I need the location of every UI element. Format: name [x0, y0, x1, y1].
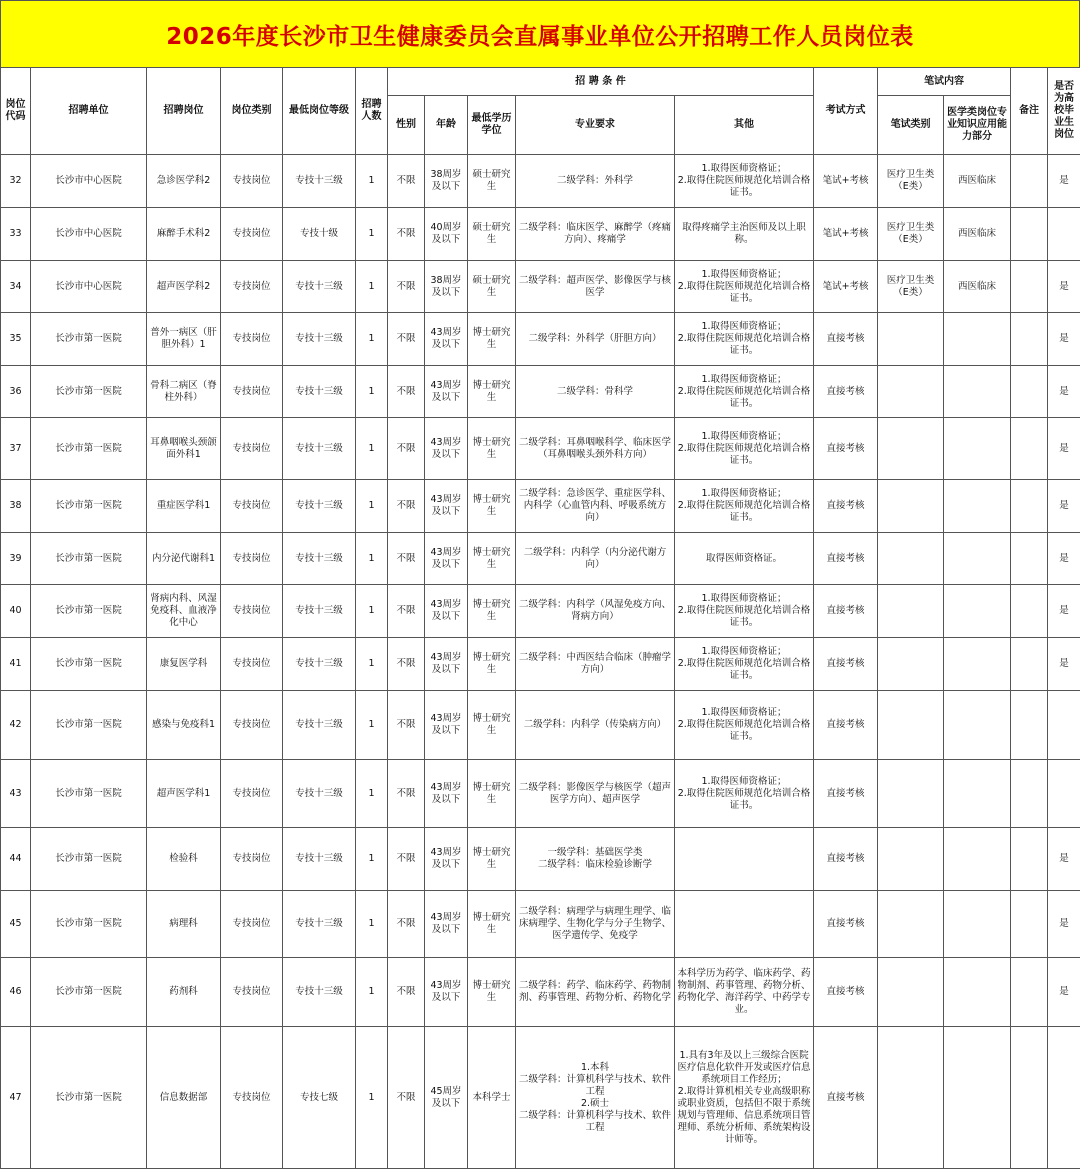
cell-major: 一级学科：基础医学类 二级学科：临床检验诊断学 — [516, 828, 675, 891]
cell-major: 二级学科：超声医学、影像医学与核医学 — [516, 261, 675, 313]
cell-exam-method: 直接考核 — [814, 366, 878, 418]
cell-count: 1 — [356, 828, 388, 891]
cell-level: 专技十三级 — [283, 261, 356, 313]
cell-category: 专技岗位 — [221, 533, 283, 585]
cell-graduate: 是 — [1048, 155, 1080, 208]
cell-other: 1.取得医师资格证； 2.取得住院医师规范化培训合格证书。 — [675, 480, 814, 533]
cell-exam-method: 笔试+考核 — [814, 155, 878, 208]
cell-count: 1 — [356, 958, 388, 1027]
cell-code: 43 — [1, 760, 31, 828]
cell-gender: 不限 — [388, 958, 425, 1027]
cell-medical-part: 西医临床 — [944, 155, 1011, 208]
cell-exam-method: 笔试+考核 — [814, 208, 878, 261]
cell-other: 1.取得医师资格证； 2.取得住院医师规范化培训合格证书。 — [675, 261, 814, 313]
cell-major: 二级学科：骨科学 — [516, 366, 675, 418]
cell-gender: 不限 — [388, 760, 425, 828]
cell-age: 40周岁及以下 — [425, 208, 468, 261]
cell-category: 专技岗位 — [221, 155, 283, 208]
cell-level: 专技十三级 — [283, 418, 356, 480]
cell-gender: 不限 — [388, 638, 425, 691]
col-category: 岗位类别 — [221, 68, 283, 155]
cell-count: 1 — [356, 891, 388, 958]
cell-major: 二级学科：影像医学与核医学（超声医学方向）、超声医学 — [516, 760, 675, 828]
table-row — [1, 533, 1080, 585]
cell-edu: 博士研究生 — [468, 760, 516, 828]
cell-level: 专技十级 — [283, 208, 356, 261]
cell-code: 39 — [1, 533, 31, 585]
cell-unit: 长沙市第一医院 — [31, 585, 147, 638]
col-gender: 性别 — [388, 96, 425, 155]
cell-major: 二级学科：临床医学、麻醉学（疼痛方向）、疼痛学 — [516, 208, 675, 261]
cell-unit: 长沙市中心医院 — [31, 261, 147, 313]
cell-code: 38 — [1, 480, 31, 533]
cell-note — [1011, 638, 1048, 691]
cell-gender: 不限 — [388, 261, 425, 313]
cell-code: 35 — [1, 313, 31, 366]
header-row-1 — [1, 68, 1080, 96]
cell-note — [1011, 585, 1048, 638]
cell-level: 专技十三级 — [283, 891, 356, 958]
cell-edu: 博士研究生 — [468, 638, 516, 691]
cell-age: 38周岁及以下 — [425, 261, 468, 313]
cell-unit: 长沙市第一医院 — [31, 891, 147, 958]
cell-graduate: 是 — [1048, 891, 1080, 958]
cell-unit: 长沙市第一医院 — [31, 533, 147, 585]
cell-graduate — [1048, 760, 1080, 828]
table-row — [1, 261, 1080, 313]
cell-major: 二级学科：外科学 — [516, 155, 675, 208]
col-exam-method: 考试方式 — [814, 68, 878, 155]
table-row — [1, 828, 1080, 891]
table-row — [1, 313, 1080, 366]
cell-position: 信息数据部 — [147, 1027, 221, 1169]
cell-category: 专技岗位 — [221, 1027, 283, 1169]
cell-written-type: 医疗卫生类（E类） — [878, 261, 944, 313]
cell-level: 专技十三级 — [283, 366, 356, 418]
cell-written-type: 医疗卫生类（E类） — [878, 208, 944, 261]
cell-category: 专技岗位 — [221, 480, 283, 533]
col-graduate: 是否为高校毕业生岗位 — [1048, 68, 1080, 155]
cell-age: 43周岁及以下 — [425, 313, 468, 366]
cell-graduate: 是 — [1048, 366, 1080, 418]
cell-category: 专技岗位 — [221, 958, 283, 1027]
cell-edu: 博士研究生 — [468, 891, 516, 958]
cell-age: 43周岁及以下 — [425, 533, 468, 585]
cell-written-type — [878, 958, 944, 1027]
col-position: 招聘岗位 — [147, 68, 221, 155]
cell-code: 37 — [1, 418, 31, 480]
cell-level: 专技十三级 — [283, 638, 356, 691]
cell-code: 36 — [1, 366, 31, 418]
cell-position: 感染与免疫科1 — [147, 691, 221, 760]
cell-count: 1 — [356, 366, 388, 418]
cell-exam-method: 直接考核 — [814, 1027, 878, 1169]
cell-written-type — [878, 891, 944, 958]
table-row — [1, 891, 1080, 958]
cell-level: 专技十三级 — [283, 533, 356, 585]
col-major: 专业要求 — [516, 96, 675, 155]
cell-graduate — [1048, 208, 1080, 261]
cell-edu: 博士研究生 — [468, 480, 516, 533]
cell-level: 专技七级 — [283, 1027, 356, 1169]
cell-count: 1 — [356, 760, 388, 828]
cell-position: 超声医学科2 — [147, 261, 221, 313]
cell-position: 肾病内科、风湿免疫科、血液净化中心 — [147, 585, 221, 638]
cell-major: 二级学科：内科学（风湿免疫方向、肾病方向） — [516, 585, 675, 638]
cell-category: 专技岗位 — [221, 261, 283, 313]
cell-edu: 硕士研究生 — [468, 208, 516, 261]
cell-position: 检验科 — [147, 828, 221, 891]
cell-exam-method: 笔试+考核 — [814, 261, 878, 313]
cell-written-type — [878, 1027, 944, 1169]
cell-position: 重症医学科1 — [147, 480, 221, 533]
cell-gender: 不限 — [388, 891, 425, 958]
cell-gender: 不限 — [388, 691, 425, 760]
cell-edu: 硕士研究生 — [468, 261, 516, 313]
cell-position: 康复医学科 — [147, 638, 221, 691]
cell-unit: 长沙市第一医院 — [31, 958, 147, 1027]
col-code: 岗位代码 — [1, 68, 31, 155]
cell-age: 38周岁及以下 — [425, 155, 468, 208]
cell-gender: 不限 — [388, 418, 425, 480]
table-row — [1, 691, 1080, 760]
cell-position: 普外一病区（肝胆外科）1 — [147, 313, 221, 366]
cell-code: 32 — [1, 155, 31, 208]
cell-unit: 长沙市第一医院 — [31, 638, 147, 691]
cell-gender: 不限 — [388, 1027, 425, 1169]
cell-level: 专技十三级 — [283, 480, 356, 533]
table-body — [1, 155, 1080, 1169]
cell-gender: 不限 — [388, 155, 425, 208]
cell-medical-part — [944, 760, 1011, 828]
cell-note — [1011, 261, 1048, 313]
cell-edu: 博士研究生 — [468, 691, 516, 760]
cell-other: 1.具有3年及以上三级综合医院医疗信息化软件开发或医疗信息系统项目工作经历； 2.取得计算机相关专业高级职称或职业资质，包括但不限于系统规划与管理师、信息系统项目管理师、系统分析师、系统架构设计师等。 — [675, 1027, 814, 1169]
cell-exam-method: 直接考核 — [814, 585, 878, 638]
cell-unit: 长沙市第一医院 — [31, 313, 147, 366]
cell-category: 专技岗位 — [221, 638, 283, 691]
cell-code: 33 — [1, 208, 31, 261]
cell-edu: 博士研究生 — [468, 585, 516, 638]
cell-major: 二级学科：病理学与病理生理学、临床病理学、生物化学与分子生物学、医学遗传学、免疫学 — [516, 891, 675, 958]
cell-count: 1 — [356, 418, 388, 480]
cell-category: 专技岗位 — [221, 366, 283, 418]
cell-medical-part — [944, 691, 1011, 760]
cell-level: 专技十三级 — [283, 958, 356, 1027]
cell-other: 1.取得医师资格证； 2.取得住院医师规范化培训合格证书。 — [675, 418, 814, 480]
cell-age: 43周岁及以下 — [425, 585, 468, 638]
cell-position: 麻醉手术科2 — [147, 208, 221, 261]
cell-written-type — [878, 533, 944, 585]
cell-level: 专技十三级 — [283, 313, 356, 366]
cell-code: 34 — [1, 261, 31, 313]
cell-major: 二级学科：药学、临床药学、药物制剂、药事管理、药物分析、药物化学 — [516, 958, 675, 1027]
cell-graduate: 是 — [1048, 533, 1080, 585]
cell-note — [1011, 533, 1048, 585]
cell-age: 43周岁及以下 — [425, 760, 468, 828]
cell-age: 43周岁及以下 — [425, 691, 468, 760]
col-written-type: 笔试类别 — [878, 96, 944, 155]
cell-note — [1011, 760, 1048, 828]
col-conditions: 招 聘 条 件 — [388, 68, 814, 96]
col-age: 年龄 — [425, 96, 468, 155]
cell-gender: 不限 — [388, 313, 425, 366]
cell-major: 二级学科：耳鼻咽喉科学、临床医学（耳鼻咽喉头颈外科方向） — [516, 418, 675, 480]
cell-major: 二级学科：外科学（肝胆方向） — [516, 313, 675, 366]
col-written: 笔试内容 — [878, 68, 1011, 96]
cell-graduate: 是 — [1048, 313, 1080, 366]
cell-medical-part — [944, 366, 1011, 418]
cell-medical-part — [944, 958, 1011, 1027]
cell-count: 1 — [356, 585, 388, 638]
cell-note — [1011, 1027, 1048, 1169]
cell-written-type — [878, 313, 944, 366]
cell-code: 45 — [1, 891, 31, 958]
table-row — [1, 418, 1080, 480]
cell-other: 取得医师资格证。 — [675, 533, 814, 585]
cell-other: 取得疼痛学主治医师及以上职称。 — [675, 208, 814, 261]
cell-major: 二级学科：内科学（传染病方向） — [516, 691, 675, 760]
cell-medical-part — [944, 828, 1011, 891]
cell-exam-method: 直接考核 — [814, 533, 878, 585]
cell-note — [1011, 208, 1048, 261]
cell-graduate: 是 — [1048, 585, 1080, 638]
cell-graduate: 是 — [1048, 638, 1080, 691]
cell-other: 1.取得医师资格证； 2.取得住院医师规范化培训合格证书。 — [675, 313, 814, 366]
cell-medical-part — [944, 418, 1011, 480]
cell-other: 1.取得医师资格证； 2.取得住院医师规范化培训合格证书。 — [675, 366, 814, 418]
cell-position: 骨科二病区（脊柱外科） — [147, 366, 221, 418]
cell-count: 1 — [356, 480, 388, 533]
cell-edu: 博士研究生 — [468, 418, 516, 480]
col-edu: 最低学历学位 — [468, 96, 516, 155]
cell-major: 二级学科：中西医结合临床（肿瘤学方向） — [516, 638, 675, 691]
cell-graduate: 是 — [1048, 828, 1080, 891]
cell-category: 专技岗位 — [221, 691, 283, 760]
cell-written-type — [878, 418, 944, 480]
cell-edu: 博士研究生 — [468, 313, 516, 366]
cell-category: 专技岗位 — [221, 828, 283, 891]
table-row — [1, 155, 1080, 208]
cell-gender: 不限 — [388, 366, 425, 418]
cell-level: 专技十三级 — [283, 155, 356, 208]
cell-medical-part — [944, 891, 1011, 958]
col-level: 最低岗位等级 — [283, 68, 356, 155]
cell-other: 本科学历为药学、临床药学、药物制剂、药事管理、药物分析、药物化学、海洋药学、中药学专业。 — [675, 958, 814, 1027]
cell-age: 43周岁及以下 — [425, 638, 468, 691]
cell-note — [1011, 366, 1048, 418]
cell-level: 专技十三级 — [283, 760, 356, 828]
cell-unit: 长沙市中心医院 — [31, 155, 147, 208]
cell-medical-part: 西医临床 — [944, 261, 1011, 313]
cell-position: 耳鼻咽喉头颈颌面外科1 — [147, 418, 221, 480]
cell-unit: 长沙市第一医院 — [31, 691, 147, 760]
cell-position: 病理科 — [147, 891, 221, 958]
cell-category: 专技岗位 — [221, 760, 283, 828]
cell-edu: 硕士研究生 — [468, 155, 516, 208]
col-other: 其他 — [675, 96, 814, 155]
cell-exam-method: 直接考核 — [814, 891, 878, 958]
table-row — [1, 638, 1080, 691]
cell-exam-method: 直接考核 — [814, 418, 878, 480]
cell-count: 1 — [356, 261, 388, 313]
cell-unit: 长沙市第一医院 — [31, 828, 147, 891]
cell-code: 42 — [1, 691, 31, 760]
table-row — [1, 958, 1080, 1027]
cell-position: 急诊医学科2 — [147, 155, 221, 208]
cell-exam-method: 直接考核 — [814, 638, 878, 691]
cell-unit: 长沙市第一医院 — [31, 760, 147, 828]
cell-level: 专技十三级 — [283, 828, 356, 891]
cell-position: 内分泌代谢科1 — [147, 533, 221, 585]
cell-note — [1011, 418, 1048, 480]
cell-note — [1011, 155, 1048, 208]
cell-count: 1 — [356, 313, 388, 366]
cell-unit: 长沙市第一医院 — [31, 366, 147, 418]
table-row — [1, 760, 1080, 828]
cell-category: 专技岗位 — [221, 313, 283, 366]
cell-written-type: 医疗卫生类（E类） — [878, 155, 944, 208]
table-row — [1, 1027, 1080, 1169]
cell-edu: 博士研究生 — [468, 958, 516, 1027]
table-row — [1, 366, 1080, 418]
cell-medical-part — [944, 1027, 1011, 1169]
cell-code: 41 — [1, 638, 31, 691]
table-row — [1, 585, 1080, 638]
cell-age: 43周岁及以下 — [425, 958, 468, 1027]
cell-position: 药剂科 — [147, 958, 221, 1027]
positions-table — [0, 67, 1080, 1169]
cell-category: 专技岗位 — [221, 208, 283, 261]
cell-graduate — [1048, 1027, 1080, 1169]
cell-graduate: 是 — [1048, 418, 1080, 480]
cell-count: 1 — [356, 533, 388, 585]
cell-unit: 长沙市中心医院 — [31, 208, 147, 261]
cell-medical-part — [944, 313, 1011, 366]
cell-gender: 不限 — [388, 585, 425, 638]
cell-gender: 不限 — [388, 828, 425, 891]
cell-graduate: 是 — [1048, 480, 1080, 533]
cell-written-type — [878, 760, 944, 828]
cell-written-type — [878, 638, 944, 691]
cell-gender: 不限 — [388, 480, 425, 533]
cell-note — [1011, 480, 1048, 533]
cell-major: 二级学科：内科学（内分泌代谢方向） — [516, 533, 675, 585]
cell-medical-part — [944, 533, 1011, 585]
cell-other: 1.取得医师资格证； 2.取得住院医师规范化培训合格证书。 — [675, 638, 814, 691]
cell-edu: 本科学士 — [468, 1027, 516, 1169]
cell-exam-method: 直接考核 — [814, 313, 878, 366]
cell-age: 45周岁及以下 — [425, 1027, 468, 1169]
cell-other: 1.取得医师资格证； 2.取得住院医师规范化培训合格证书。 — [675, 585, 814, 638]
cell-age: 43周岁及以下 — [425, 366, 468, 418]
cell-note — [1011, 891, 1048, 958]
cell-code: 44 — [1, 828, 31, 891]
cell-code: 46 — [1, 958, 31, 1027]
cell-written-type — [878, 828, 944, 891]
cell-medical-part: 西医临床 — [944, 208, 1011, 261]
cell-level: 专技十三级 — [283, 691, 356, 760]
cell-other — [675, 891, 814, 958]
cell-exam-method: 直接考核 — [814, 828, 878, 891]
cell-age: 43周岁及以下 — [425, 828, 468, 891]
cell-medical-part — [944, 638, 1011, 691]
cell-note — [1011, 958, 1048, 1027]
cell-gender: 不限 — [388, 208, 425, 261]
cell-age: 43周岁及以下 — [425, 418, 468, 480]
cell-gender: 不限 — [388, 533, 425, 585]
cell-graduate: 是 — [1048, 261, 1080, 313]
col-note: 备注 — [1011, 68, 1048, 155]
cell-major: 1.本科 二级学科：计算机科学与技术、软件工程 2.硕士 二级学科：计算机科学与技术、软件工程 — [516, 1027, 675, 1169]
table-row — [1, 208, 1080, 261]
cell-edu: 博士研究生 — [468, 366, 516, 418]
cell-medical-part — [944, 585, 1011, 638]
col-medical-part: 医学类岗位专业知识应用能力部分 — [944, 96, 1011, 155]
cell-age: 43周岁及以下 — [425, 891, 468, 958]
page-title: 2026年度长沙市卫生健康委员会直属事业单位公开招聘工作人员岗位表 — [0, 0, 1080, 68]
cell-note — [1011, 313, 1048, 366]
cell-count: 1 — [356, 691, 388, 760]
cell-level: 专技十三级 — [283, 585, 356, 638]
cell-exam-method: 直接考核 — [814, 480, 878, 533]
cell-count: 1 — [356, 208, 388, 261]
cell-note — [1011, 691, 1048, 760]
table-row — [1, 480, 1080, 533]
cell-note — [1011, 828, 1048, 891]
cell-graduate — [1048, 691, 1080, 760]
cell-count: 1 — [356, 155, 388, 208]
cell-written-type — [878, 480, 944, 533]
cell-exam-method: 直接考核 — [814, 958, 878, 1027]
cell-position: 超声医学科1 — [147, 760, 221, 828]
cell-medical-part — [944, 480, 1011, 533]
cell-written-type — [878, 691, 944, 760]
cell-unit: 长沙市第一医院 — [31, 480, 147, 533]
cell-other: 1.取得医师资格证； 2.取得住院医师规范化培训合格证书。 — [675, 760, 814, 828]
cell-graduate: 是 — [1048, 958, 1080, 1027]
cell-count: 1 — [356, 638, 388, 691]
cell-age: 43周岁及以下 — [425, 480, 468, 533]
cell-written-type — [878, 585, 944, 638]
cell-exam-method: 直接考核 — [814, 691, 878, 760]
cell-other: 1.取得医师资格证； 2.取得住院医师规范化培训合格证书。 — [675, 155, 814, 208]
cell-other — [675, 828, 814, 891]
cell-category: 专技岗位 — [221, 418, 283, 480]
cell-written-type — [878, 366, 944, 418]
cell-edu: 博士研究生 — [468, 828, 516, 891]
cell-unit: 长沙市第一医院 — [31, 1027, 147, 1169]
cell-unit: 长沙市第一医院 — [31, 418, 147, 480]
col-count: 招聘人数 — [356, 68, 388, 155]
cell-edu: 博士研究生 — [468, 533, 516, 585]
cell-other: 1.取得医师资格证； 2.取得住院医师规范化培训合格证书。 — [675, 691, 814, 760]
col-unit: 招聘单位 — [31, 68, 147, 155]
cell-category: 专技岗位 — [221, 891, 283, 958]
cell-category: 专技岗位 — [221, 585, 283, 638]
cell-code: 40 — [1, 585, 31, 638]
cell-exam-method: 直接考核 — [814, 760, 878, 828]
cell-count: 1 — [356, 1027, 388, 1169]
cell-major: 二级学科：急诊医学、重症医学科、内科学（心血管内科、呼吸系统方向） — [516, 480, 675, 533]
cell-code: 47 — [1, 1027, 31, 1169]
